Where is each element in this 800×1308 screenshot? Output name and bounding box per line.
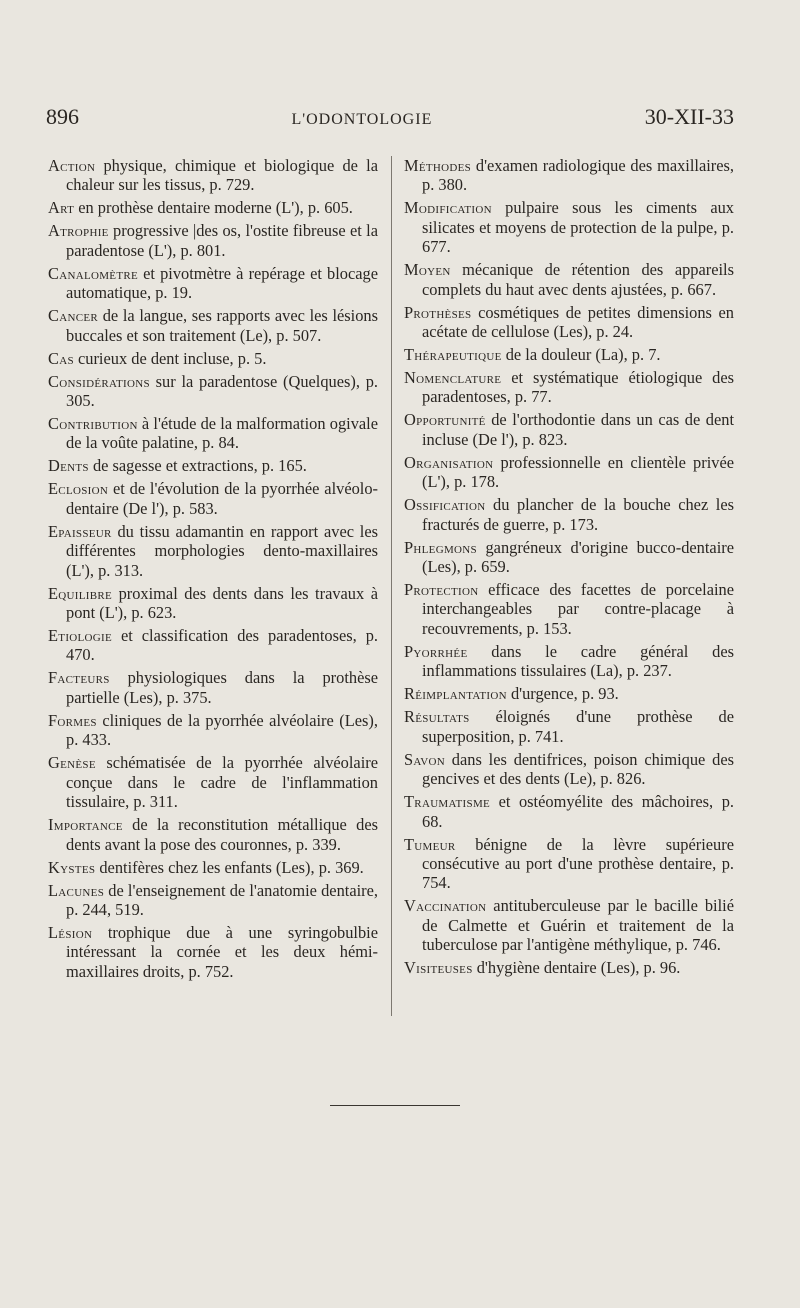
- index-entry: [404, 538, 734, 577]
- index-entry-text: dans les dentifrices, poison chimique des gencives et des dents (Le), p. 826.: [422, 749, 734, 789]
- index-entry-headword: Méthodes: [404, 156, 472, 175]
- index-entry-headword: Eclosion: [48, 479, 109, 499]
- index-entry-text: sur la paradentose (Quelques), p. 305.: [66, 371, 378, 411]
- index-entry: [48, 815, 378, 854]
- index-entry-text: éloignés d'une prothèse de superposition, p. 741.: [422, 707, 734, 746]
- index-entry-text: et pivotmètre à repérage et blocage automatique, p. 19.: [66, 263, 378, 303]
- index-entry: [404, 750, 734, 789]
- index-entry: [48, 198, 378, 217]
- index-entry-text: physique, chimique et biologique de la chaleur sur les tissus, p. 729.: [66, 156, 378, 195]
- index-entry: [48, 264, 378, 303]
- index-entry: [48, 221, 378, 260]
- index-entry-headword: Nomenclature: [404, 368, 502, 388]
- index-entry: [404, 792, 734, 831]
- index-entry-text: et ostéomyélite des mâchoires, p. 68.: [422, 792, 734, 831]
- index-entry: [404, 345, 734, 364]
- index-entry-text: en prothèse dentaire moderne (L'), p. 605.: [74, 198, 353, 218]
- index-entry: [48, 414, 378, 453]
- index-entry-text: professionnelle en clientèle privée (L'), p. 178.: [422, 452, 734, 492]
- index-entry: [48, 349, 378, 368]
- index-entry-headword: Protection: [404, 580, 479, 600]
- index-entry: [48, 456, 378, 475]
- index-entry-text: antituberculeuse par le bacille bilié de Calmette et Guérin et traitement de la tuberculose par l'antigène méthylique, p. 746.: [422, 896, 734, 955]
- index-entry-headword: Epaisseur: [48, 521, 112, 541]
- index-entry-text: efficace des facettes de porcelaine interchangeables par contre-placage à recouvrements, p. 153.: [422, 580, 734, 638]
- index-entry: [404, 368, 734, 407]
- index-entry-text: dans le cadre général des inflammations tissulaires (La), p. 237.: [422, 641, 734, 681]
- index-entry: [404, 958, 734, 977]
- index-entry: [48, 668, 378, 707]
- index-entry-text: à l'étude de la malformation ogivale de la voûte palatine, p. 84.: [66, 414, 378, 453]
- index-entry-headword: Art: [48, 198, 75, 218]
- index-entry-text: de l'orthodontie dans un cas de dent incluse (De l'), p. 823.: [422, 410, 734, 449]
- index-entry: [404, 580, 734, 638]
- index-entry-headword: Tumeur: [404, 834, 456, 854]
- index-entry-headword: Etiologie: [48, 626, 113, 646]
- index-entry: [48, 626, 378, 665]
- index-entry-headword: Phlegmons: [404, 537, 477, 557]
- index-entry-headword: Pyorrhée: [404, 641, 468, 661]
- index-entry-text: gangréneux d'origine bucco-dentaire (Les), p. 659.: [422, 537, 734, 577]
- index-entry-text: de l'enseignement de l'anatomie dentaire, p. 244, 519.: [66, 880, 378, 919]
- index-entry-text: curieux de dent incluse, p. 5.: [73, 348, 267, 368]
- index-entry: [48, 881, 378, 920]
- index-entry-text: et classification des paradentoses, p. 470.: [66, 626, 378, 665]
- index-entry-headword: Action: [48, 156, 96, 175]
- index-entry-headword: Importance: [48, 815, 123, 835]
- index-entry: [404, 410, 734, 449]
- index-entry: [48, 923, 378, 981]
- index-entry: [48, 306, 378, 345]
- index-entry-text: d'hygiène dentaire (Les), p. 96.: [472, 958, 681, 978]
- index-entry-text: de sagesse et extractions, p. 165.: [88, 456, 307, 476]
- index-entry-text: de la douleur (La), p. 7.: [501, 345, 661, 365]
- index-entry-headword: Equilibre: [48, 583, 113, 603]
- index-entry-headword: Considérations: [48, 371, 150, 391]
- index-entry: [404, 642, 734, 681]
- index-entry-headword: Kystes: [48, 857, 96, 877]
- index-column-right: [404, 156, 734, 981]
- running-header: [46, 104, 734, 134]
- index-entry-text: d'urgence, p. 93.: [506, 684, 619, 704]
- index-entry-headword: Prothèses: [404, 302, 472, 322]
- index-entry-text: dentifères chez les enfants (Les), p. 369.: [95, 857, 364, 877]
- index-entry: [48, 858, 378, 877]
- index-entry-text: pulpaire sous les ciments aux silicates et moyens de protection de la pulpe, p. 677.: [422, 198, 734, 257]
- index-column-left: [48, 156, 378, 985]
- index-entry: [48, 479, 378, 518]
- index-entry-headword: Atrophie: [48, 221, 109, 241]
- index-entry-headword: Moyen: [404, 260, 451, 280]
- index-entry-headword: Cancer: [48, 306, 99, 326]
- index-entry-headword: Lésion: [48, 922, 93, 942]
- index-entry: [404, 835, 734, 893]
- index-entry-headword: Thérapeutique: [404, 345, 502, 365]
- issue-date: 30-XII-33: [644, 104, 734, 129]
- index-entry-text: du tissu adamantin en rapport avec les différentes morphologies dento-maxillaires (L'), p. 313.: [66, 521, 378, 580]
- index-entry-text: et de l'évolution de la pyorrhée alvéolo-dentaire (De l'), p. 583.: [66, 479, 378, 518]
- column-divider: [391, 156, 392, 1016]
- index-entry-headword: Savon: [404, 749, 445, 769]
- index-entry: [48, 711, 378, 750]
- index-entry-headword: Ossification: [404, 495, 486, 515]
- index-entry-headword: Réimplantation: [404, 684, 507, 704]
- index-entry-headword: Formes: [48, 710, 97, 730]
- index-entry-text: trophique due à une syringobulbie intéressant la cornée et les deux hémi-maxillaires droits, p. 752.: [66, 922, 378, 981]
- index-entry: [404, 684, 734, 703]
- index-entry: [404, 156, 734, 195]
- index-entry: [48, 522, 378, 580]
- index-entry-text: bénigne de la lèvre supérieure consécutive au port d'une prothèse dentaire, p. 754.: [422, 834, 734, 893]
- index-entry: [404, 896, 734, 954]
- index-entry-headword: Résultats: [404, 707, 470, 727]
- index-entry-headword: Visiteuses: [404, 958, 473, 978]
- index-entry-text: de la langue, ses rapports avec les lésions buccales et son traitement (Le), p. 507.: [66, 306, 378, 345]
- index-entry-headword: Traumatisme: [404, 792, 491, 812]
- index-entry: [404, 303, 734, 342]
- index-entry: [404, 495, 734, 534]
- index-entry-headword: Dents: [48, 456, 89, 476]
- index-entry: [48, 584, 378, 623]
- index-entry-headword: Lacunes: [48, 880, 105, 900]
- index-entry-text: et systématique étiologique des paradentoses, p. 77.: [422, 368, 734, 407]
- index-entry-headword: Canalomètre: [48, 263, 139, 283]
- index-entry-headword: Opportunité: [404, 410, 486, 430]
- index-entry-headword: Genèse: [48, 753, 96, 773]
- index-entry-headword: Modification: [404, 198, 492, 218]
- index-entry-headword: Facteurs: [48, 668, 110, 688]
- index-entry-headword: Cas: [48, 348, 74, 368]
- journal-title: L'ODONTOLOGIE: [291, 111, 433, 128]
- index-entry-text: cliniques de la pyorrhée alvéolaire (Les), p. 433.: [66, 710, 378, 750]
- index-entry: [48, 372, 378, 411]
- index-entry-headword: Organisation: [404, 452, 494, 472]
- index-entry: [48, 753, 378, 811]
- index-entry: [404, 260, 734, 299]
- index-entry-text: schématisée de la pyorrhée alvéolaire conçue dans le cadre de l'inflammation tissulaire, p. 311.: [66, 753, 378, 812]
- index-entry: [404, 707, 734, 746]
- index-entry: [404, 453, 734, 492]
- index-entry-headword: Vaccination: [404, 896, 487, 916]
- index-entry: [404, 198, 734, 256]
- index-entry: [48, 156, 378, 195]
- index-entry-text: physiologiques dans la prothèse partielle (Les), p. 375.: [66, 668, 378, 707]
- index-entry-text: du plancher de la bouche chez les fracturés de guerre, p. 173.: [422, 495, 734, 534]
- section-rule: [330, 1105, 460, 1106]
- index-entry-text: d'examen radiologique des maxillaires, p. 380.: [422, 156, 734, 195]
- index-entry-text: cosmétiques de petites dimensions en acétate de cellulose (Les), p. 24.: [422, 302, 734, 342]
- index-entry-text: proximal des dents dans les travaux à pont (L'), p. 623.: [66, 583, 378, 623]
- index-entry-text: de la reconstitution métallique des dents avant la pose des couronnes, p. 339.: [66, 815, 378, 854]
- page-number: 896: [46, 104, 79, 129]
- index-entry-headword: Contribution: [48, 414, 138, 434]
- index-entry-text: mécanique de rétention des appareils complets du haut avec dents ajustées, p. 667.: [422, 260, 734, 299]
- index-entry-text: progressive |des os, l'ostite fibreuse et la paradentose (L'), p. 801.: [66, 221, 378, 260]
